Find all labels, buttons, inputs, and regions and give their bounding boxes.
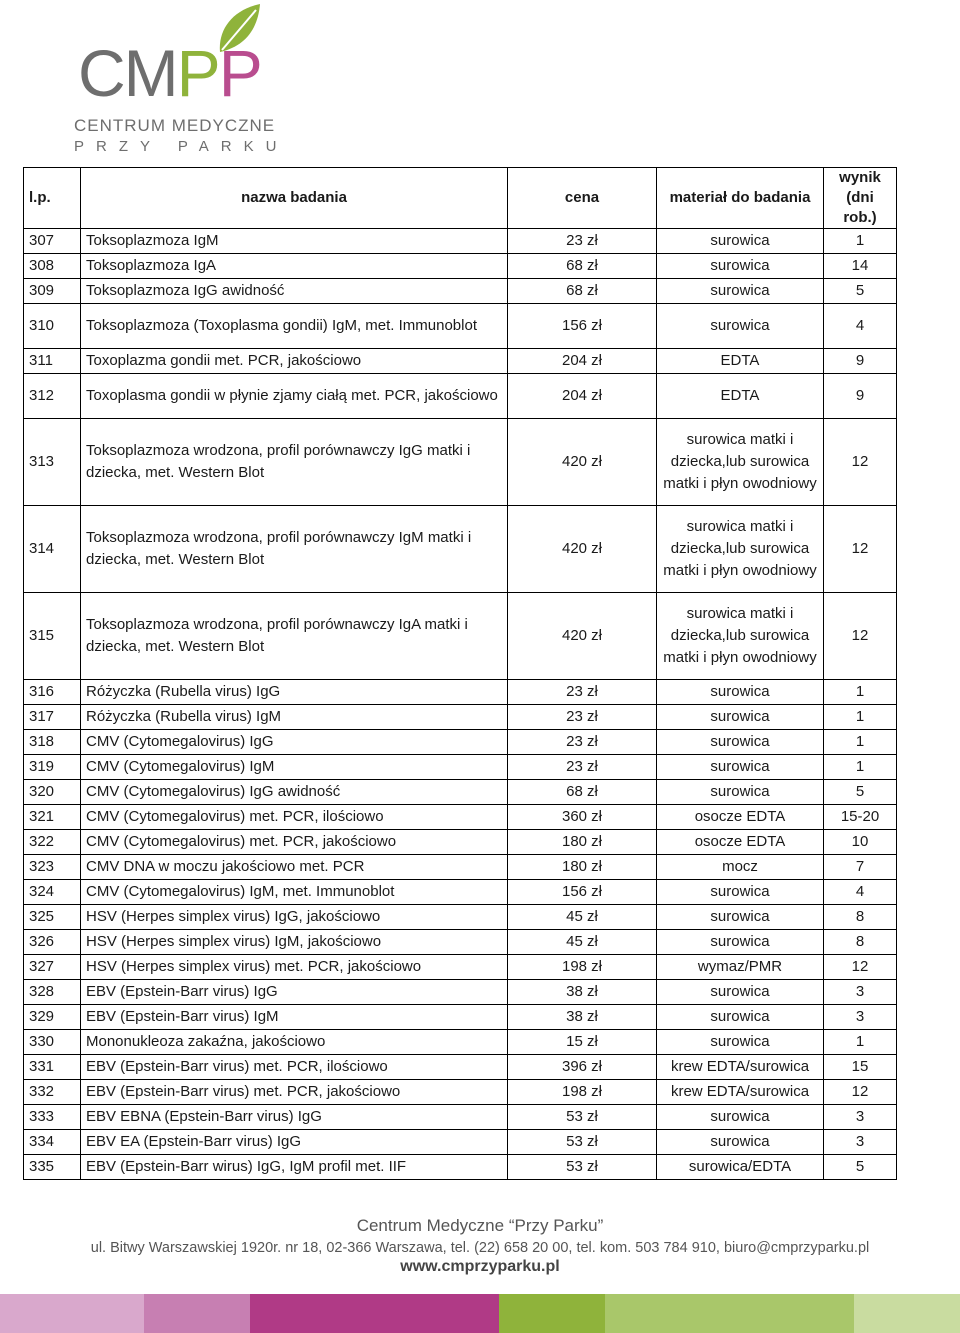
row-test-name: HSV (Herpes simplex virus) IgG, jakościowo <box>81 905 508 930</box>
row-result-days: 12 <box>824 1080 897 1105</box>
row-number: 322 <box>24 830 81 855</box>
row-result-days: 15-20 <box>824 805 897 830</box>
row-material: EDTA <box>657 349 824 374</box>
row-price: 156 zł <box>508 304 657 349</box>
clinic-logo <box>70 0 290 160</box>
table-header-row <box>24 168 897 229</box>
row-test-name: Toksoplazmoza wrodzona, profil porównawczy IgG matki i dziecka, met. Western Blot <box>81 419 508 506</box>
row-material: surowica <box>657 880 824 905</box>
footer-clinic-name: Centrum Medyczne “Przy Parku” <box>356 1216 604 1235</box>
row-price: 23 zł <box>508 705 657 730</box>
row-number: 334 <box>24 1130 81 1155</box>
row-number: 312 <box>24 374 81 419</box>
row-material: surowica <box>657 680 824 705</box>
row-material: surowica <box>657 1105 824 1130</box>
table-row <box>24 1080 897 1105</box>
row-test-name: CMV (Cytomegalovirus) IgG <box>81 730 508 755</box>
table-row <box>24 730 897 755</box>
row-price: 396 zł <box>508 1055 657 1080</box>
table-row <box>24 1105 897 1130</box>
color-bar-segment <box>854 1294 960 1333</box>
row-test-name: Toksoplazmoza wrodzona, profil porównawczy IgM matki i dziecka, met. Western Blot <box>81 506 508 593</box>
row-result-days: 14 <box>824 254 897 279</box>
row-price: 68 zł <box>508 279 657 304</box>
row-test-name: EBV (Epstein-Barr virus) met. PCR, ilościowo <box>81 1055 508 1080</box>
row-test-name: HSV (Herpes simplex virus) met. PCR, jakościowo <box>81 955 508 980</box>
row-price: 420 zł <box>508 419 657 506</box>
row-price: 38 zł <box>508 980 657 1005</box>
row-test-name: Toksoplazmoza IgM <box>81 229 508 254</box>
row-result-days: 8 <box>824 905 897 930</box>
table-row <box>24 1030 897 1055</box>
table-row <box>24 680 897 705</box>
row-number: 333 <box>24 1105 81 1130</box>
row-material: surowica <box>657 1005 824 1030</box>
row-result-days: 12 <box>824 419 897 506</box>
row-result-days: 4 <box>824 304 897 349</box>
table-row <box>24 279 897 304</box>
row-test-name: Toksoplazmoza wrodzona, profil porównawczy IgA matki i dziecka, met. Western Blot <box>81 593 508 680</box>
row-price: 53 zł <box>508 1130 657 1155</box>
row-number: 324 <box>24 880 81 905</box>
row-result-days: 3 <box>824 1105 897 1130</box>
table-row <box>24 349 897 374</box>
row-number: 335 <box>24 1155 81 1180</box>
row-result-days: 5 <box>824 780 897 805</box>
row-material: osocze EDTA <box>657 830 824 855</box>
table-row <box>24 1005 897 1030</box>
row-result-days: 15 <box>824 1055 897 1080</box>
row-price: 68 zł <box>508 780 657 805</box>
row-price: 53 zł <box>508 1105 657 1130</box>
table-row <box>24 304 897 349</box>
row-material: surowica <box>657 304 824 349</box>
row-result-days: 5 <box>824 1155 897 1180</box>
row-result-days: 10 <box>824 830 897 855</box>
row-test-name: EBV (Epstein-Barr virus) met. PCR, jakościowo <box>81 1080 508 1105</box>
row-number: 314 <box>24 506 81 593</box>
row-price: 198 zł <box>508 1080 657 1105</box>
row-result-days: 1 <box>824 1030 897 1055</box>
row-number: 326 <box>24 930 81 955</box>
row-number: 325 <box>24 905 81 930</box>
row-result-days: 1 <box>824 680 897 705</box>
row-number: 318 <box>24 730 81 755</box>
row-material: osocze EDTA <box>657 805 824 830</box>
row-number: 309 <box>24 279 81 304</box>
row-price: 45 zł <box>508 905 657 930</box>
footer-website: www.cmprzyparku.pl <box>400 1258 560 1275</box>
table-row <box>24 419 897 506</box>
row-result-days: 1 <box>824 730 897 755</box>
row-test-name: Toksoplazmoza (Toxoplasma gondii) IgM, met. Immunoblot <box>81 304 508 349</box>
table-row <box>24 755 897 780</box>
row-result-days: 12 <box>824 955 897 980</box>
row-number: 316 <box>24 680 81 705</box>
row-test-name: EBV (Epstein-Barr virus) IgG <box>81 980 508 1005</box>
logo-letters: CMPP <box>78 36 261 110</box>
row-number: 315 <box>24 593 81 680</box>
row-material: EDTA <box>657 374 824 419</box>
row-price: 360 zł <box>508 805 657 830</box>
header-price: cena <box>508 168 657 229</box>
table-row <box>24 1130 897 1155</box>
row-price: 23 zł <box>508 730 657 755</box>
header-nr: l.p. <box>24 168 81 229</box>
row-material: wymaz/PMR <box>657 955 824 980</box>
row-result-days: 3 <box>824 1005 897 1030</box>
table-row <box>24 506 897 593</box>
row-result-days: 3 <box>824 1130 897 1155</box>
row-material: surowica <box>657 730 824 755</box>
color-bar-segment <box>144 1294 250 1333</box>
header-name: nazwa badania <box>81 168 508 229</box>
row-price: 204 zł <box>508 374 657 419</box>
row-price: 68 zł <box>508 254 657 279</box>
row-material: surowica <box>657 755 824 780</box>
table-row <box>24 880 897 905</box>
row-result-days: 1 <box>824 755 897 780</box>
table-row <box>24 805 897 830</box>
row-price: 180 zł <box>508 830 657 855</box>
row-result-days: 4 <box>824 880 897 905</box>
row-result-days: 12 <box>824 593 897 680</box>
row-result-days: 12 <box>824 506 897 593</box>
header-result: wynik (dni rob.) <box>824 168 897 229</box>
row-material: surowica matki i dziecka,lub surowica matki i płyn owodniowy <box>657 419 824 506</box>
row-price: 180 zł <box>508 855 657 880</box>
row-material: surowica <box>657 279 824 304</box>
footer <box>0 1216 960 1276</box>
row-test-name: CMV (Cytomegalovirus) IgG awidność <box>81 780 508 805</box>
logo-line1: CENTRUM MEDYCZNE <box>74 116 276 135</box>
table-row <box>24 229 897 254</box>
row-number: 320 <box>24 780 81 805</box>
table-row <box>24 705 897 730</box>
row-test-name: EBV EA (Epstein-Barr virus) IgG <box>81 1130 508 1155</box>
row-material: surowica <box>657 905 824 930</box>
footer-address: ul. Bitwy Warszawskiej 1920r. nr 18, 02-366 Warszawa, tel. (22) 658 20 00, tel. kom. 503 784 910, biuro@cmprzyparku.pl <box>90 1240 870 1256</box>
row-material: krew EDTA/surowica <box>657 1080 824 1105</box>
row-material: surowica <box>657 930 824 955</box>
row-material: surowica <box>657 980 824 1005</box>
row-price: 45 zł <box>508 930 657 955</box>
row-test-name: Toksoplazmoza IgG awidność <box>81 279 508 304</box>
header-material: materiał do badania <box>657 168 824 229</box>
row-price: 198 zł <box>508 955 657 980</box>
table-row <box>24 980 897 1005</box>
row-price: 23 zł <box>508 680 657 705</box>
row-test-name: CMV (Cytomegalovirus) met. PCR, jakościowo <box>81 830 508 855</box>
table-row <box>24 830 897 855</box>
row-result-days: 7 <box>824 855 897 880</box>
row-test-name: Różyczka (Rubella virus) IgM <box>81 705 508 730</box>
row-number: 307 <box>24 229 81 254</box>
row-material: surowica <box>657 780 824 805</box>
row-price: 204 zł <box>508 349 657 374</box>
table-row <box>24 780 897 805</box>
row-number: 332 <box>24 1080 81 1105</box>
row-result-days: 9 <box>824 349 897 374</box>
row-number: 317 <box>24 705 81 730</box>
table-row <box>24 955 897 980</box>
row-number: 313 <box>24 419 81 506</box>
row-number: 330 <box>24 1030 81 1055</box>
row-price: 420 zł <box>508 593 657 680</box>
row-material: surowica <box>657 1030 824 1055</box>
row-test-name: Różyczka (Rubella virus) IgG <box>81 680 508 705</box>
table-row <box>24 1155 897 1180</box>
row-test-name: CMV (Cytomegalovirus) IgM <box>81 755 508 780</box>
row-material: surowica matki i dziecka,lub surowica matki i płyn owodniowy <box>657 593 824 680</box>
row-price: 23 zł <box>508 229 657 254</box>
table-row <box>24 905 897 930</box>
row-material: surowica matki i dziecka,lub surowica matki i płyn owodniowy <box>657 506 824 593</box>
row-test-name: EBV (Epstein-Barr virus) IgM <box>81 1005 508 1030</box>
row-test-name: CMV (Cytomegalovirus) IgM, met. Immunoblot <box>81 880 508 905</box>
row-number: 319 <box>24 755 81 780</box>
row-test-name: Toxoplazma gondii met. PCR, jakościowo <box>81 349 508 374</box>
row-test-name: EBV (Epstein-Barr wirus) IgG, IgM profil met. IIF <box>81 1155 508 1180</box>
color-bar-segment <box>605 1294 855 1333</box>
row-number: 323 <box>24 855 81 880</box>
row-material: surowica <box>657 1130 824 1155</box>
row-material: surowica <box>657 254 824 279</box>
row-material: krew EDTA/surowica <box>657 1055 824 1080</box>
row-result-days: 8 <box>824 930 897 955</box>
row-price: 15 zł <box>508 1030 657 1055</box>
row-material: surowica <box>657 229 824 254</box>
row-test-name: HSV (Herpes simplex virus) IgM, jakościowo <box>81 930 508 955</box>
table-row <box>24 593 897 680</box>
row-test-name: CMV (Cytomegalovirus) met. PCR, ilościowo <box>81 805 508 830</box>
row-price: 156 zł <box>508 880 657 905</box>
row-test-name: EBV EBNA (Epstein-Barr virus) IgG <box>81 1105 508 1130</box>
row-price: 53 zł <box>508 1155 657 1180</box>
color-bar-segment <box>499 1294 605 1333</box>
row-number: 311 <box>24 349 81 374</box>
row-number: 321 <box>24 805 81 830</box>
row-result-days: 9 <box>824 374 897 419</box>
color-bar-segment <box>0 1294 144 1333</box>
row-number: 308 <box>24 254 81 279</box>
table-row <box>24 855 897 880</box>
row-result-days: 3 <box>824 980 897 1005</box>
row-test-name: Toxoplasma gondii w płynie zjamy ciałą met. PCR, jakościowo <box>81 374 508 419</box>
row-material: mocz <box>657 855 824 880</box>
row-test-name: Toksoplazmoza IgA <box>81 254 508 279</box>
row-number: 310 <box>24 304 81 349</box>
row-material: surowica/EDTA <box>657 1155 824 1180</box>
table-row <box>24 930 897 955</box>
color-bar-segment <box>250 1294 500 1333</box>
row-price: 23 zł <box>508 755 657 780</box>
row-result-days: 5 <box>824 279 897 304</box>
row-result-days: 1 <box>824 705 897 730</box>
row-number: 328 <box>24 980 81 1005</box>
price-table <box>23 167 897 1180</box>
row-result-days: 1 <box>824 229 897 254</box>
row-number: 329 <box>24 1005 81 1030</box>
logo-line2: PRZY PARKU <box>74 138 289 155</box>
table-row <box>24 254 897 279</box>
row-price: 38 zł <box>508 1005 657 1030</box>
row-material: surowica <box>657 705 824 730</box>
row-price: 420 zł <box>508 506 657 593</box>
footer-color-bar <box>0 1294 960 1333</box>
row-test-name: CMV DNA w moczu jakościowo met. PCR <box>81 855 508 880</box>
row-number: 331 <box>24 1055 81 1080</box>
row-test-name: Mononukleoza zakaźna, jakościowo <box>81 1030 508 1055</box>
table-row <box>24 1055 897 1080</box>
row-number: 327 <box>24 955 81 980</box>
table-row <box>24 374 897 419</box>
